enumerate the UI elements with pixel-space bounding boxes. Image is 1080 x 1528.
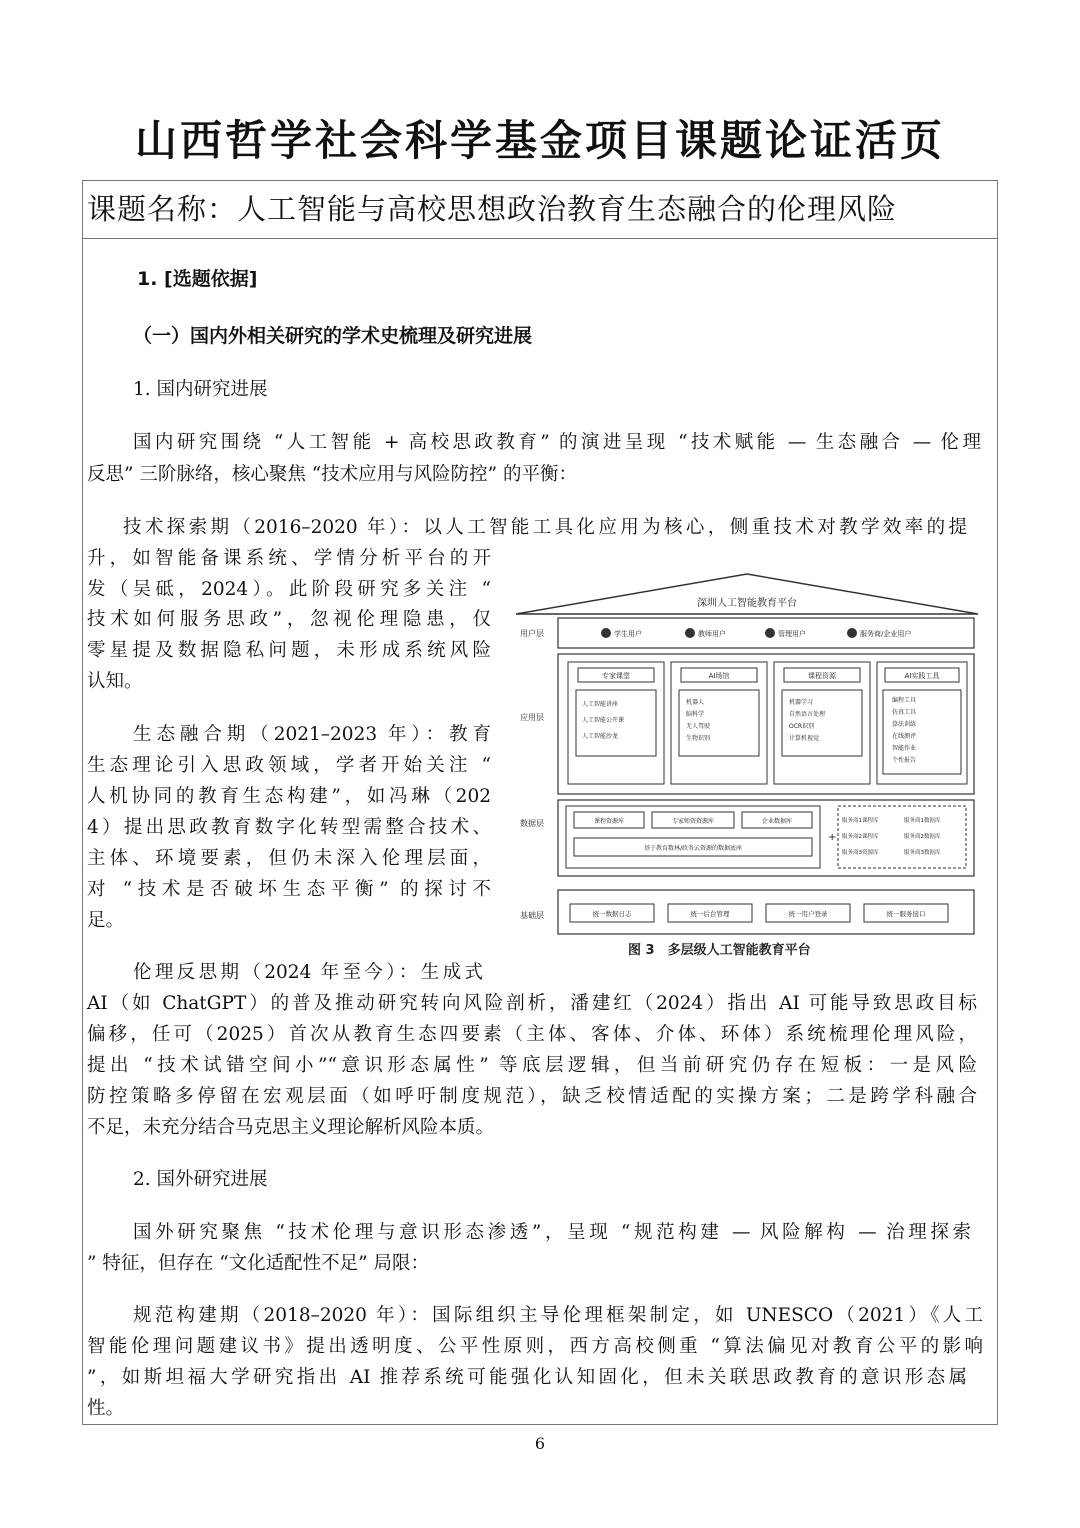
app-item: 编程工具: [892, 697, 917, 704]
user-type: 学生用户: [614, 630, 642, 638]
platform-figure: [516, 572, 978, 964]
paragraph-line: 升，如智能备课系统、学情分析平台的开: [87, 548, 491, 569]
domestic-heading: 1. 国内研究进展: [133, 379, 268, 400]
paragraph-line: 防控策略多停留在宏观层面（如呼吁制度规范），缺乏校情适配的实操方案；二是跨学科融合: [87, 1086, 977, 1107]
paragraph-line: 伦理反思期（2024 年至今）：生成式: [133, 962, 483, 983]
paragraph-line: 技术探索期（2016–2020 年）：以人工智能工具化应用为核心，侧重技术对教学效率的提: [123, 517, 967, 538]
paragraph-line: 提出 “技术试错空间小”“意识形态属性” 等底层逻辑，但当前研究仍存在短板：一是风险: [87, 1055, 977, 1076]
base-service: 统一数据日志: [592, 910, 632, 918]
paragraph-line: 主体、环境要素，但仍未深入伦理层面，: [87, 848, 491, 869]
user-type: 服务商/企业用户: [860, 630, 912, 638]
data-store: 企业数据库: [761, 818, 793, 825]
figure-caption: 图 3 多层级人工智能教育平台: [628, 943, 811, 958]
base-service: 统一用户登录: [788, 910, 828, 918]
data-store: 课程资源库: [593, 818, 625, 825]
layer-label: 数据层: [520, 819, 544, 828]
data-service: 服务商1课程库: [842, 818, 879, 824]
topic-label: 课题名称：: [87, 192, 238, 226]
topic-name: 人工智能与高校思想政治教育生态融合的伦理风险: [237, 192, 898, 226]
user-type: 管理用户: [778, 630, 806, 638]
data-store: 专家师资资源库: [671, 818, 715, 825]
app-item: 人工智能公开课: [582, 717, 625, 724]
app-item: 智能作业: [892, 745, 917, 752]
paragraph-line: 4）提出思政教育数字化转型需整合技术、: [87, 817, 491, 838]
paragraph-line: 智能伦理问题建议书》提出透明度、公平性原则，西方高校侧重 “算法偏见对教育公平的影响: [87, 1336, 983, 1357]
app-module: [568, 662, 664, 784]
user-icon: [847, 628, 857, 638]
app-item: 在线测评: [892, 733, 917, 740]
paragraph-line: 生态理论引入思政领域，学者开始关注 “: [87, 755, 491, 776]
app-item: 算法训练: [892, 721, 917, 728]
domestic-intro-line: 反思” 三阶脉络，核心聚焦 “技术应用与风险防控” 的平衡：: [87, 464, 578, 485]
app-title: 课程资源: [808, 672, 836, 680]
app-item: 个性报告: [892, 757, 917, 764]
paragraph-line: ”，如斯坦福大学研究指出 AI 推荐系统可能强化认知固化，但未关联思政教育的意识形态属: [87, 1367, 967, 1388]
app-title: 专家课堂: [602, 672, 630, 680]
paragraph-line: 不足，未充分结合马克思主义理论解析风险本质。: [87, 1117, 495, 1138]
app-module: [877, 662, 967, 784]
app-module: [774, 662, 870, 784]
user-icon: [685, 628, 695, 638]
data-service: 服务商2课程库: [842, 834, 879, 840]
user-icon: [601, 628, 611, 638]
app-item: 生物识别: [686, 735, 711, 742]
paragraph-line: 零星提及数据隐私问题，未形成系统风险: [87, 640, 491, 661]
paragraph-line: 生态融合期（2021–2023 年）：教育: [133, 724, 491, 745]
app-module: [671, 662, 767, 784]
data-service: 服务商1数据库: [904, 818, 941, 824]
app-item: 人工智能沙龙: [582, 733, 619, 740]
page-number: 6: [534, 1434, 546, 1453]
paragraph-line: 认知。: [87, 671, 143, 692]
plus-icon: +: [828, 832, 837, 843]
app-title: AI场馆: [708, 672, 730, 680]
paragraph-line: 人机协同的教育生态构建”，如冯琳（202: [87, 786, 491, 807]
paragraph-line: 偏移，任可（2025）首次从教育生态四要素（主体、客体、介体、环体）系统梳理伦理风险，: [87, 1024, 977, 1045]
app-item: 计算机视觉: [789, 735, 820, 742]
subsection-heading: （一）国内外相关研究的学术史梳理及研究进展: [133, 325, 533, 347]
user-icon: [765, 628, 775, 638]
domestic-intro-line: 国内研究围绕 “人工智能 + 高校思政教育” 的演进呈现 “技术赋能 — 生态融合 — 伦理: [133, 432, 981, 453]
paragraph-line: 足。: [87, 910, 125, 931]
paragraph-line: 对 “技术是否破坏生态平衡” 的探讨不: [87, 879, 491, 900]
layer-label: 用户层: [520, 629, 544, 638]
layer-label: 应用层: [520, 713, 544, 722]
app-title: AI实践工具: [904, 672, 940, 680]
foreign-intro-line: 国外研究聚焦 “技术伦理与意识形态渗透”，呈现 “规范构建 — 风险解构 — 治理探索: [133, 1222, 971, 1243]
app-item: 机器人: [686, 699, 705, 706]
app-item: 脑科学: [686, 711, 705, 718]
page-title: 山西哲学社会科学基金项目课题论证活页: [134, 116, 945, 165]
paragraph-line: AI（如 ChatGPT）的普及推动研究转向风险剖析，潘建红（2024）指出 AI 可能导致思政目标: [87, 993, 977, 1014]
paragraph-line: 技术如何服务思政”，忽视伦理隐患，仅: [87, 609, 491, 630]
data-base: 基于教育数林/政务云资源的数据底座: [643, 845, 743, 852]
app-item: 仿真工具: [892, 709, 917, 716]
user-type: 教师用户: [698, 630, 726, 638]
foreign-heading: 2. 国外研究进展: [133, 1169, 268, 1190]
app-item: OCR识别: [789, 723, 815, 730]
data-service: 服务商3数据库: [904, 850, 941, 856]
app-item: 自然语言处理: [789, 711, 826, 718]
app-item: 机器学习: [789, 699, 814, 706]
paragraph-line: 规范构建期（2018–2020 年）：国际组织主导伦理框架制定，如 UNESCO（2021）《人工: [133, 1305, 983, 1326]
topic-row: [83, 181, 997, 239]
paragraph-line: 发（吴砥，2024）。此阶段研究多关注 “: [87, 579, 491, 600]
foreign-intro-line: ” 特征，但存在 “文化适配性不足” 局限：: [87, 1253, 430, 1274]
data-service: 服务商2数据库: [904, 834, 941, 840]
data-service: 服务商3资源库: [842, 850, 879, 856]
layer-label: 基础层: [520, 911, 544, 920]
platform-title: 深圳人工智能教育平台: [697, 598, 797, 609]
base-service: 统一后台管理: [690, 910, 730, 918]
section-heading: 1. [选题依据]: [137, 268, 258, 290]
base-service: 统一服务接口: [886, 910, 926, 918]
paragraph-line: 性。: [87, 1398, 125, 1419]
app-item: 人工智能讲座: [582, 701, 619, 708]
app-item: 无人驾驶: [686, 723, 711, 730]
